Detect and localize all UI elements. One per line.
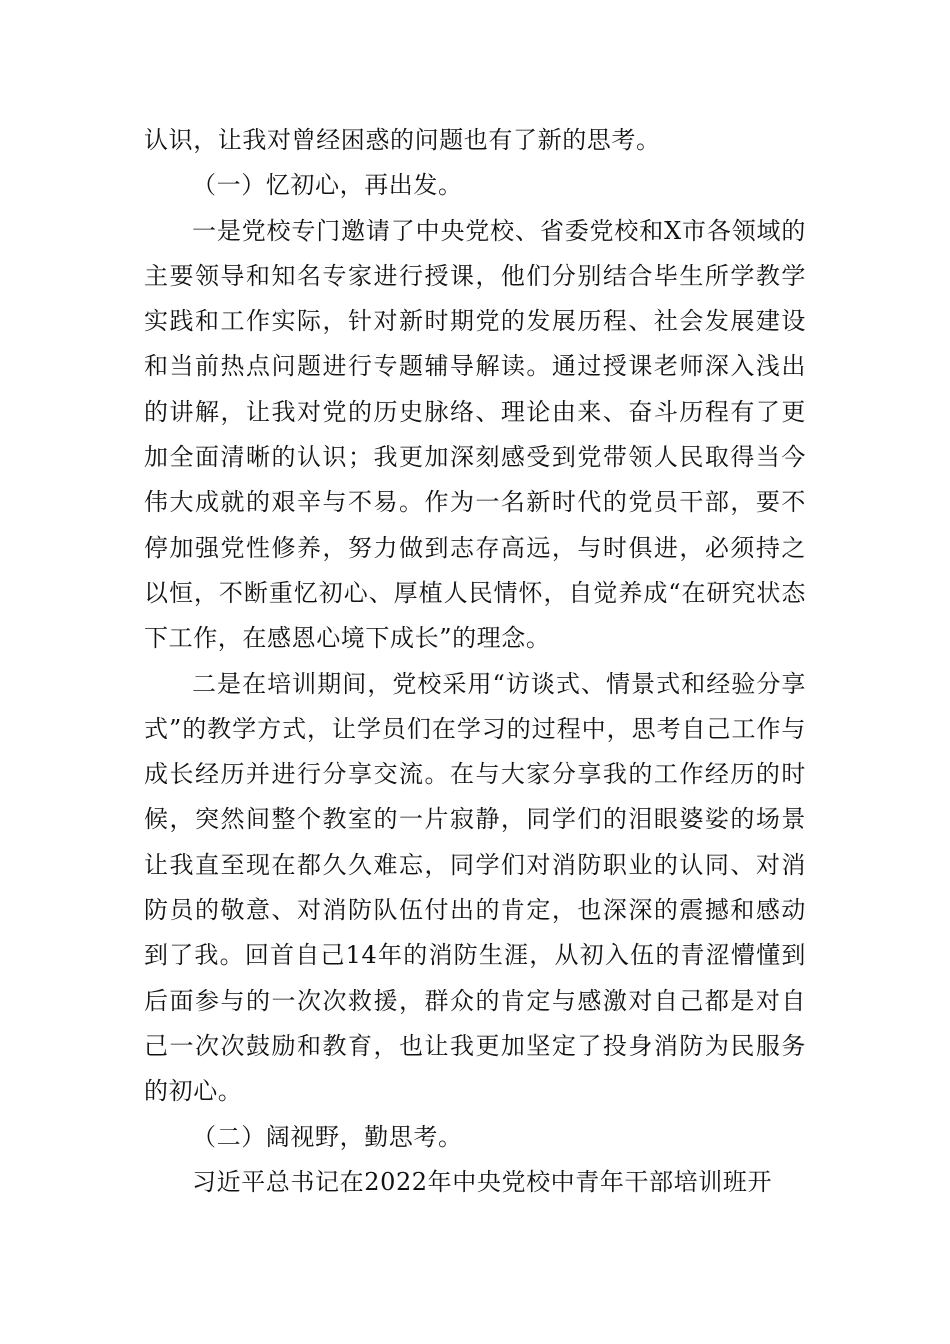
- section-heading-2: （二）阔视野，勤思考。: [192, 1122, 463, 1151]
- document-body: [144, 118, 806, 1205]
- section-heading-1: （一）忆初心，再出发。: [192, 171, 463, 200]
- paragraph-point-two: 二是在培训期间，党校采用“访谈式、情景式和经验分享式”的教学方式，让学员们在学习的过程中，思考自己工作与成长经历并进行分享交流。在与大家分享我的工作经历的时候，突然间整个教室的一片寂静，同学们的泪眼婆娑的场景让我直至现在都久久难忘，同学们对消防职业的认同、对消防员的敬意、对消防队伍付出的肯定，也深深的震撼和感动到了我。回首自己14年的消防生涯，从初入伍的青涩懵懂到后面参与的一次次救援，群众的肯定与感激对自己都是对自己一次次鼓励和教育，也让我更加坚定了投身消防为民服务的初心。: [144, 669, 806, 1106]
- paragraph-continuation: 认识，让我对曾经困惑的问题也有了新的思考。: [144, 126, 661, 154]
- paragraph-point-one: 一是党校专门邀请了中央党校、省委党校和X市各领域的主要领导和知名专家进行授课，他们分别结合毕生所学教学实践和工作实际，针对新时期党的发展历程、社会发展建设和当前热点问题进行专题辅导解读。通过授课老师深入浅出的讲解，让我对党的历史脉络、理论由来、奋斗历程有了更加全面清晰的认识；我更加深刻感受到党带领人民取得当今伟大成就的艰辛与不易。作为一名新时代的党员干部，要不停加强党性修养，努力做到志存高远，与时俱进，必须持之以恒，不断重忆初心、厚植人民情怀，自觉养成“在研究状态下工作，在感恩心境下成长”的理念。: [144, 216, 806, 653]
- paragraph-truncated: 习近平总书记在2022年中央党校中青年干部培训班开: [192, 1167, 773, 1196]
